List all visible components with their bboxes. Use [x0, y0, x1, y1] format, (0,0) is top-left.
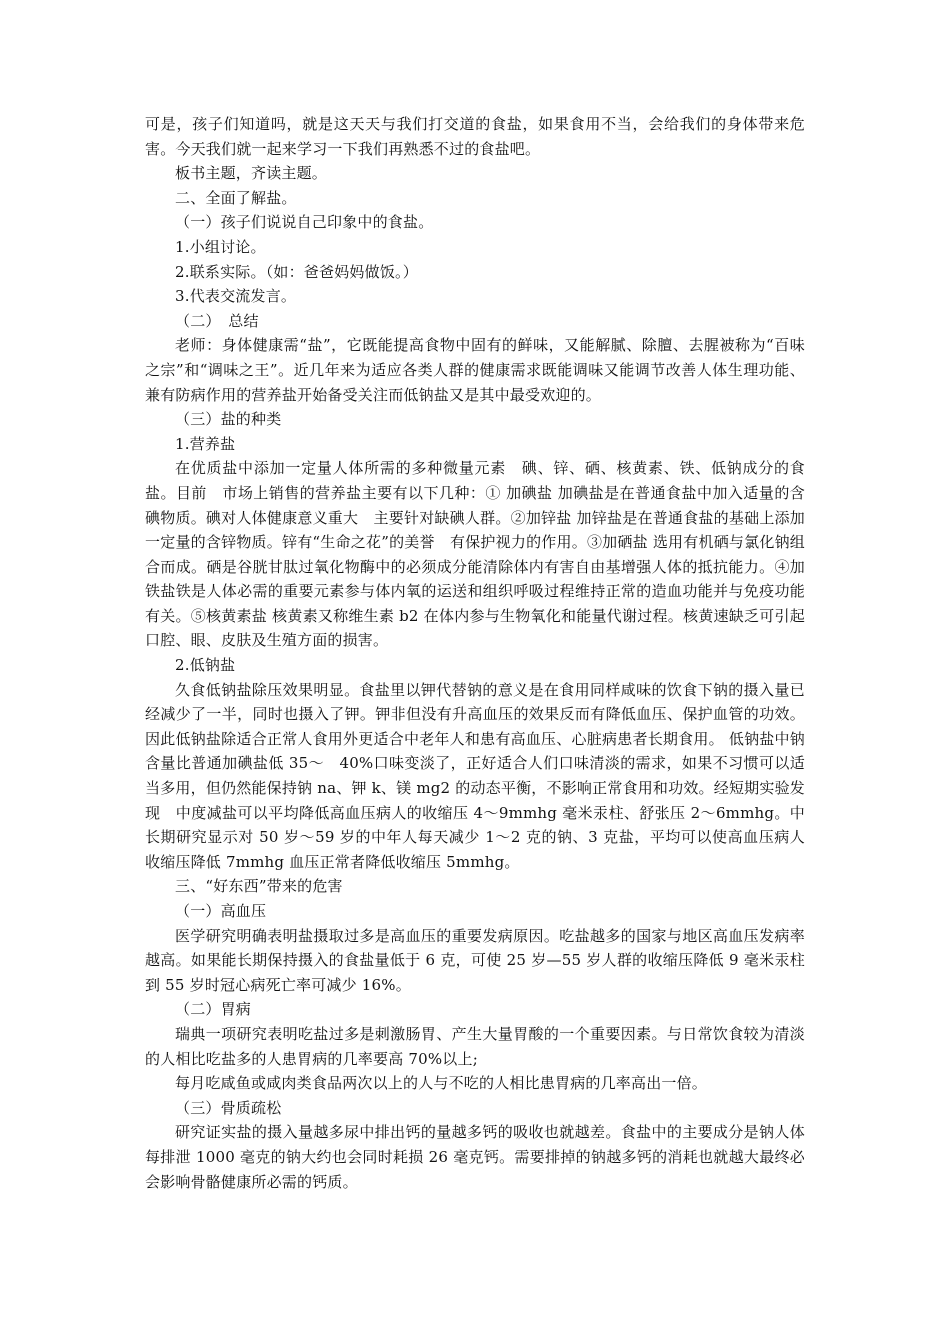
paragraph-intro-danger: 可是，孩子们知道吗，就是这天天与我们打交道的食盐，如果食用不当，会给我们的身体带来危害。今天我们就一起来学习一下我们再熟悉不过的食盐吧。: [145, 115, 805, 158]
paragraph-stomach-study: 瑞典一项研究表明吃盐过多是刺激肠胃、产生大量胃酸的一个重要因素。与日常饮食较为清淡的人相比吃盐多的人患胃病的几率要高 70%以上;: [145, 1024, 805, 1068]
list-item-representative-speech: 3.代表交流发言。: [175, 287, 297, 306]
subsection-heading-hypertension: （一）高血压: [175, 902, 267, 920]
list-item-low-sodium-salt: 2.低钠盐: [175, 656, 236, 675]
subsection-heading-salt-types: （三）盐的种类: [175, 410, 282, 429]
paragraph-low-sodium-salt: 久食低钠盐除压效果明显。食盐里以钾代替钠的意义是在食用同样咸味的饮食下钠的摄入量已经减少了一半，同时也摄入了钾。钾非但没有升高血压的效果反而有降低血压、保护血管的功效。因此低钠盐除适合正常人食用外更适合中老年人和患有高血压、心脏病患者长期食用。 低钠盐中钠含量比普通加碘盐低 35～ 40%口味变淡了，正好适合人们口味清淡的需求，如果不习惯可以适当多用，但仍然能保持钠 na、钾 k、镁 mg2 的动态平衡，不影响正常食用和功效。经短期实验发现 中度减盐可以平均降低高血压病人的收缩压 4～9mmhg 毫米汞柱、舒张压 2～6mmhg。中长期研究显示对 50 岁～59 岁的中年人每天减少 1～2 克的钠、3 克盐，平均可以使高血压病人收缩压降低 7mmhg 血压正常者降低收缩压 5mmhg。: [145, 680, 805, 871]
document-page: [145, 112, 805, 1194]
list-item-nutritional-salt: 1.营养盐: [175, 434, 236, 453]
subsection-heading-impression: （一）孩子们说说自己印象中的食盐。: [175, 213, 434, 232]
section-heading-understand-salt: 二、全面了解盐。: [175, 188, 297, 207]
subsection-heading-summary: （二） 总结: [175, 311, 259, 330]
paragraph-nutritional-salt: 在优质盐中添加一定量人体所需的多种微量元素 碘、锌、硒、核黄素、铁、低钠成分的食盐。目前 市场上销售的营养盐主要有以下几种：① 加碘盐 加碘盐是在普通食盐中加入适量的含碘物质。碘对人体健康意义重大 主要针对缺碘人群。②加锌盐 加锌盐是在普通食盐的基础上添加一定量的含锌物质。锌有“生命之花”的美誉 有保护视力的作用。③加硒盐 选用有机硒与氯化钠组合而成。硒是谷胱甘肽过氧化物酶中的必须成分能清除体内有害自由基增强人体的抵抗能力。④加铁盐铁是人体必需的重要元素参与体内氧的运送和组织呼吸过程维持正常的造血功能并与免疫功能有关。⑤核黄素盐 核黄素又称维生素 b2 在体内参与生物氧化和能量代谢过程。核黄速缺乏可引起口腔、眼、皮肤及生殖方面的损害。: [145, 459, 805, 650]
paragraph-board-topic: 板书主题，齐读主题。: [175, 164, 328, 183]
section-heading-harms: 三、“好东西”带来的危害: [175, 877, 343, 896]
subsection-heading-osteoporosis: （三）骨质疏松: [175, 1098, 282, 1117]
paragraph-teacher-summary: 老师：身体健康需“盐”，它既能提高食物中固有的鲜味，又能解腻、除膻、去腥被称为“百味之宗”和“调味之王”。近几年来为适应各类人群的健康需求既能调味又能调节改善人体生理功能、兼有防病作用的营养盐开始备受关注而低钠盐又是其中最受欢迎的。: [145, 336, 805, 404]
paragraph-hypertension: 医学研究明确表明盐摄取过多是高血压的重要发病原因。吃盐越多的国家与地区高血压发病率越高。如果能长期保持摄入的食盐量低于 6 克，可使 25 岁—55 岁人群的收缩压降低 9 毫米汞柱到 55 岁时冠心病死亡率可减少 16%。: [145, 926, 805, 994]
paragraph-osteoporosis: 研究证实盐的摄入量越多尿中排出钙的量越多钙的吸收也就越差。食盐中的主要成分是钠人体每排泄 1000 毫克的钠大约也会同时耗损 26 毫克钙。需要排掉的钠越多钙的消耗也就越大最终必会影响骨骼健康所必需的钙质。: [145, 1123, 805, 1191]
list-item-relate-practice: 2.联系实际。（如：爸爸妈妈做饭。）: [175, 262, 418, 281]
list-item-group-discussion: 1.小组讨论。: [175, 237, 266, 256]
subsection-heading-stomach: （二）胃病: [175, 1000, 252, 1019]
paragraph-salted-fish: 每月吃咸鱼或咸肉类食品两次以上的人与不吃的人相比患胃病的几率高出一倍。: [175, 1074, 708, 1093]
